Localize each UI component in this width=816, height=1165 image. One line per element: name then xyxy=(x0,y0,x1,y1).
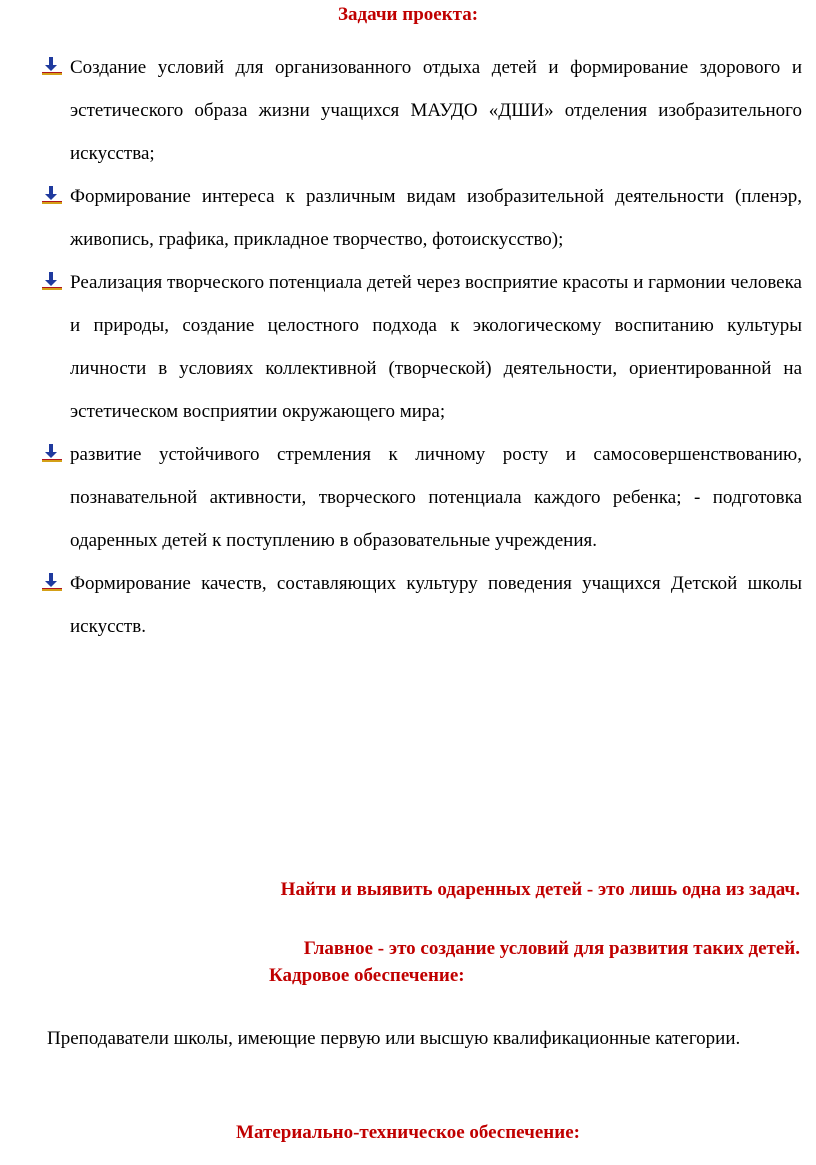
highlight-line-2: Главное - это создание условий для развития таких детей. xyxy=(303,938,800,959)
task-text: Формирование интереса к различным видам изобразительной деятельности (пленэр, живопись, графика, прикладное творчество, фотоискусство); xyxy=(70,186,802,250)
staffing-text: Преподаватели школы, имеющие первую или высшую квалификационные категории. xyxy=(47,1028,741,1049)
staffing-title: Кадровое обеспечение: xyxy=(269,965,465,986)
task-text: Формирование качеств, составляющих культуру поведения учащихся Детской школы искусств. xyxy=(70,573,802,637)
list-item xyxy=(40,46,802,175)
material-title: Материально-техническое обеспечение: xyxy=(236,1122,580,1143)
tasks-title: Задачи проекта: xyxy=(337,4,479,25)
list-item xyxy=(40,175,802,261)
highlight-line-1: Найти и выявить одаренных детей - это лишь одна из задач. xyxy=(280,879,800,900)
list-item xyxy=(40,562,802,648)
down-arrow-bullet-icon xyxy=(42,186,64,204)
task-text: Реализация творческого потенциала детей через восприятие красоты и гармонии человека и природы, создание целостного подхода к экологическому воспитанию культуры личности в условиях коллективной (творческой) деятельности, ориентированной на эстетическом восприятии окружающего мира; xyxy=(70,272,802,422)
down-arrow-bullet-icon xyxy=(42,57,64,75)
down-arrow-bullet-icon xyxy=(42,573,64,591)
list-item xyxy=(40,433,802,562)
down-arrow-bullet-icon xyxy=(42,272,64,290)
task-text: развитие устойчивого стремления к личному росту и самосовершенствованию, познавательной активности, творческого потенциала каждого ребенка; - подготовка одаренных детей к поступлению в образовательные учреждения. xyxy=(70,444,802,551)
list-item xyxy=(40,261,802,433)
task-text: Создание условий для организованного отдыха детей и формирование здорового и эстетического образа жизни учащихся МАУДО «ДШИ» отделения изобразительного искусства; xyxy=(70,57,802,164)
down-arrow-bullet-icon xyxy=(42,444,64,462)
tasks-list xyxy=(40,46,802,648)
